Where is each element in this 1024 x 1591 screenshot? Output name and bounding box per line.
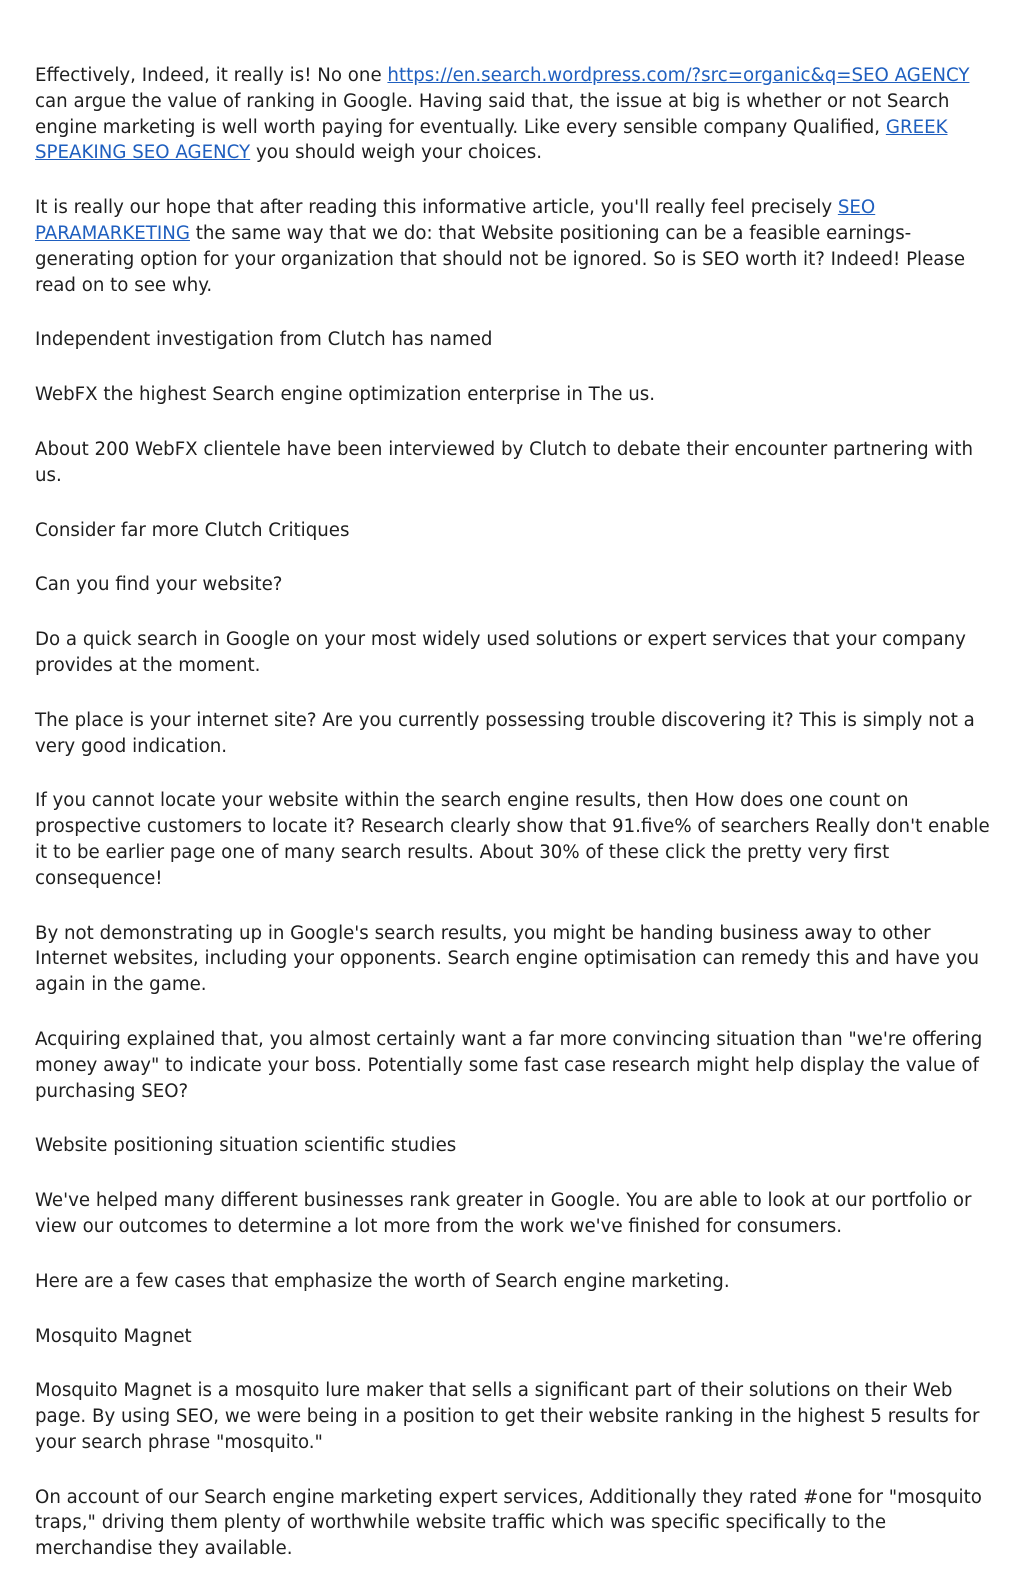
search-wordpress-link[interactable]: https://en.search.wordpress.com/?src=organic&q=SEO AGENCY	[387, 65, 970, 86]
paragraph-find-website: Can you find your website?	[35, 574, 283, 596]
paragraph-intro	[35, 63, 995, 166]
paragraph-text: Effectively, Indeed, it really is! No one	[35, 65, 388, 86]
paragraph-text: can argue the value of ranking in Google. Having said that, the issue at big is whether or not Search engine marketing is well worth paying for eventually. Like every sensible company Qualified,	[35, 90, 950, 138]
paragraph-mosquito-traps: On account of our Search engine marketing expert services, Additionally they rated #one for "mosquito traps," driving them plenty of worthwhile website traffic which was specific specifically to the merchandise they available.	[35, 1486, 982, 1560]
paragraph-cases: Here are a few cases that emphasize the worth of Search engine marketing.	[35, 1270, 730, 1292]
paragraph-acquiring: Acquiring explained that, you almost certainly want a far more convincing situation than "we're offering money away" to indicate your boss. Potentially some fast case research might help display the value of purchasing SEO?	[35, 1028, 983, 1102]
paragraph-helped: We've helped many different businesses rank greater in Google. You are able to look at our portfolio or view our outcomes to determine a lot more from the work we've finished for consumers.	[35, 1190, 972, 1237]
paragraph-text: you should weigh your choices.	[250, 142, 542, 164]
paragraph-quick-search: Do a quick search in Google on your most widely used solutions or expert services that your company provides at the moment.	[35, 629, 966, 676]
paragraph-mosquito-body: Mosquito Magnet is a mosquito lure maker that sells a significant part of their solutions on their Web page. By using SEO, we were being in a position to get their website ranking in the highest 5 results for your search phrase "mosquito."	[35, 1380, 980, 1453]
paragraph-critiques: Consider far more Clutch Critiques	[35, 519, 350, 541]
paragraph-internet-site: The place is your internet site? Are you currently possessing trouble discovering it? This is simply not a very good indication.	[35, 709, 975, 757]
document-page	[35, 63, 995, 1591]
paragraph-text: It is really our hope that after reading this informative article, you'll really feel precisely	[35, 197, 838, 219]
paragraph-mosquito-heading: Mosquito Magnet	[35, 1325, 192, 1347]
paragraph-text: the same way that we do: that Website positioning can be a feasible earnings-generating option for your organization that should not be ignored. So is SEO worth it? Indeed! Please read on to see why.	[35, 222, 966, 296]
paragraph-clutch: Independent investigation from Clutch has named	[35, 329, 493, 351]
seo-paramarketing-link[interactable]: SEO PARAMARKETING	[35, 197, 876, 244]
paragraph-webfx: WebFX the highest Search engine optimization enterprise in The us.	[35, 384, 656, 406]
paragraph-demonstrating: By not demonstrating up in Google's search results, you might be handing business away to other Internet websites, including your opponents. Search engine optimisation can remedy this and have you again in the game.	[35, 922, 979, 996]
paragraph-hope	[35, 195, 995, 298]
paragraph-case-studies-heading: Website positioning situation scientific studies	[35, 1135, 457, 1157]
paragraph-locate: If you cannot locate your website within the search engine results, then How does one count on prospective customers to locate it? Research clearly show that 91.five% of searchers Really don't enable it to be earlier page one of many search results. About 30% of these click the pretty very first consequence!	[35, 790, 990, 889]
paragraph-clientele: About 200 WebFX clientele have been interviewed by Clutch to debate their encounter partnering with us.	[35, 438, 973, 486]
greek-seo-agency-link[interactable]: GREEK SPEAKING SEO AGENCY	[35, 116, 948, 164]
